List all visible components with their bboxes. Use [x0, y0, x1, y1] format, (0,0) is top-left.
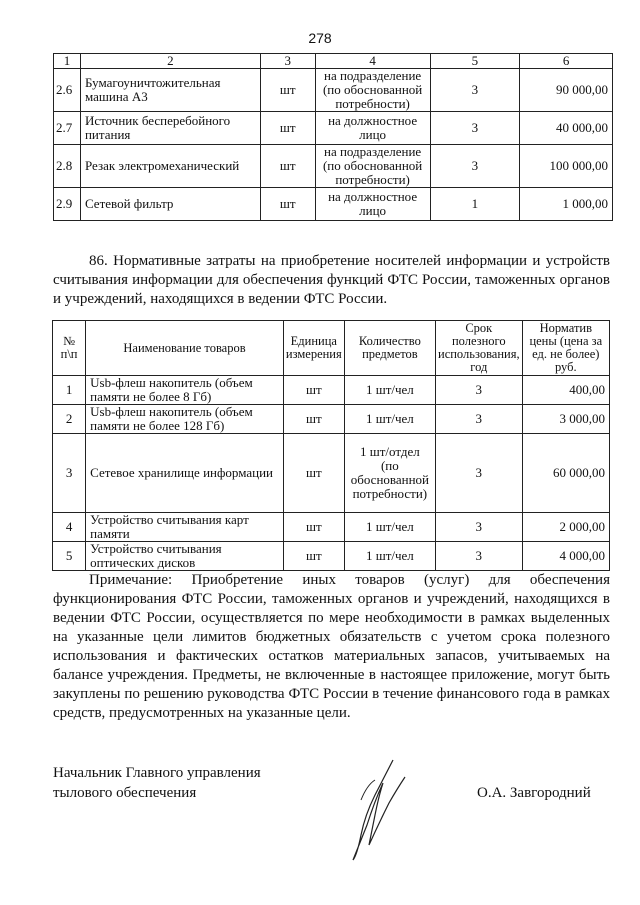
section-86-text: 86. Нормативные затраты на приобретение носителей информации и устройств считывания информации для обеспечения функций ФТС России, таможенных органов и учреждений, находящихся в ведении ФТС России. [53, 253, 610, 307]
quantity: 3 [430, 69, 520, 112]
column-number: 6 [520, 54, 613, 69]
table-row [53, 405, 610, 434]
quantity: 3 [430, 145, 520, 188]
column-number: 2 [80, 54, 260, 69]
header-term: Срок полезного использования, год [436, 321, 523, 376]
handwritten-signature-icon [345, 755, 425, 865]
item-name: Usb-флеш накопитель (объем памяти не более 128 Гб) [86, 405, 284, 434]
storage-media-table [52, 320, 610, 571]
quantity: 1 [430, 188, 520, 221]
table-row [53, 542, 610, 571]
header-unit: Единица измерения [283, 321, 344, 376]
row-number: 2 [53, 405, 86, 434]
term: 3 [436, 376, 523, 405]
row-number: 5 [53, 542, 86, 571]
term: 3 [436, 434, 523, 513]
section-86-paragraph [53, 252, 610, 309]
term: 3 [436, 513, 523, 542]
norm: на должностное лицо [315, 188, 430, 221]
unit: шт [283, 405, 344, 434]
row-number: 2.6 [54, 69, 81, 112]
header-quantity: Количество предметов [344, 321, 435, 376]
price: 90 000,00 [520, 69, 613, 112]
price: 400,00 [522, 376, 609, 405]
price: 2 000,00 [522, 513, 609, 542]
column-number: 5 [430, 54, 520, 69]
unit: шт [260, 69, 315, 112]
unit: шт [260, 145, 315, 188]
column-numbers-row [54, 54, 613, 69]
table-row [54, 145, 613, 188]
item-name: Usb-флеш накопитель (объем памяти не более 8 Гб) [86, 376, 284, 405]
price: 1 000,00 [520, 188, 613, 221]
price: 3 000,00 [522, 405, 609, 434]
item-name: Устройство считывания оптических дисков [86, 542, 284, 571]
page-number: 278 [308, 30, 332, 46]
row-number: 4 [53, 513, 86, 542]
price: 60 000,00 [522, 434, 609, 513]
signatory-name: О.А. Завгородний [477, 785, 591, 801]
note-paragraph [53, 571, 610, 723]
quantity: 1 шт/чел [344, 542, 435, 571]
unit: шт [283, 513, 344, 542]
quantity: 3 [430, 112, 520, 145]
quantity: 1 шт/чел [344, 513, 435, 542]
table-row [54, 112, 613, 145]
table-row [53, 513, 610, 542]
row-number: 3 [53, 434, 86, 513]
term: 3 [436, 542, 523, 571]
quantity: 1 шт/отдел (по обоснованной потребности) [344, 434, 435, 513]
unit: шт [283, 376, 344, 405]
item-name: Источник бесперебойного питания [80, 112, 260, 145]
row-number: 1 [53, 376, 86, 405]
equipment-table-continued [53, 53, 613, 221]
table-row [54, 69, 613, 112]
unit: шт [260, 188, 315, 221]
item-name: Сетевой фильтр [80, 188, 260, 221]
price: 4 000,00 [522, 542, 609, 571]
quantity: 1 шт/чел [344, 376, 435, 405]
position-line-1: Начальник Главного управления [53, 765, 261, 781]
price: 40 000,00 [520, 112, 613, 145]
header-name: Наименование товаров [86, 321, 284, 376]
norm: на должностное лицо [315, 112, 430, 145]
column-number: 1 [54, 54, 81, 69]
item-name: Сетевое хранилище информации [86, 434, 284, 513]
unit: шт [283, 542, 344, 571]
norm: на подразделение (по обоснованной потребности) [315, 69, 430, 112]
table-row [53, 376, 610, 405]
item-name: Устройство считывания карт памяти [86, 513, 284, 542]
column-number: 4 [315, 54, 430, 69]
norm: на подразделение (по обоснованной потребности) [315, 145, 430, 188]
table-row [53, 434, 610, 513]
header-price: Норматив цены (цена за ед. не более) руб. [522, 321, 609, 376]
quantity: 1 шт/чел [344, 405, 435, 434]
row-number: 2.8 [54, 145, 81, 188]
row-number: 2.9 [54, 188, 81, 221]
item-name: Резак электромеханический [80, 145, 260, 188]
table-row [54, 188, 613, 221]
unit: шт [283, 434, 344, 513]
position-line-2: тылового обеспечения [53, 785, 197, 801]
table-header-row [53, 321, 610, 376]
unit: шт [260, 112, 315, 145]
signatory-position [53, 763, 261, 803]
note-text: Примечание: Приобретение иных товаров (услуг) для обеспечения функционирования ФТС России, таможенных органов и учреждений, находящихся в ведении ФТС России, осуществляется по мере необходимости в рамках выделенных на указанные цели лимитов бюджетных обязательств с учетом срока полезного использования и фактических остатков материальных запасов, учитываемых на балансе учреждения. Предметы, не включенные в настоящее приложение, могут быть закуплены по решению руководства ФТС России в течение финансового года в рамках средств, предусмотренных на указанные цели. [53, 572, 610, 721]
price: 100 000,00 [520, 145, 613, 188]
header-number: № п\п [53, 321, 86, 376]
term: 3 [436, 405, 523, 434]
row-number: 2.7 [54, 112, 81, 145]
column-number: 3 [260, 54, 315, 69]
item-name: Бумагоуничтожительная машина А3 [80, 69, 260, 112]
